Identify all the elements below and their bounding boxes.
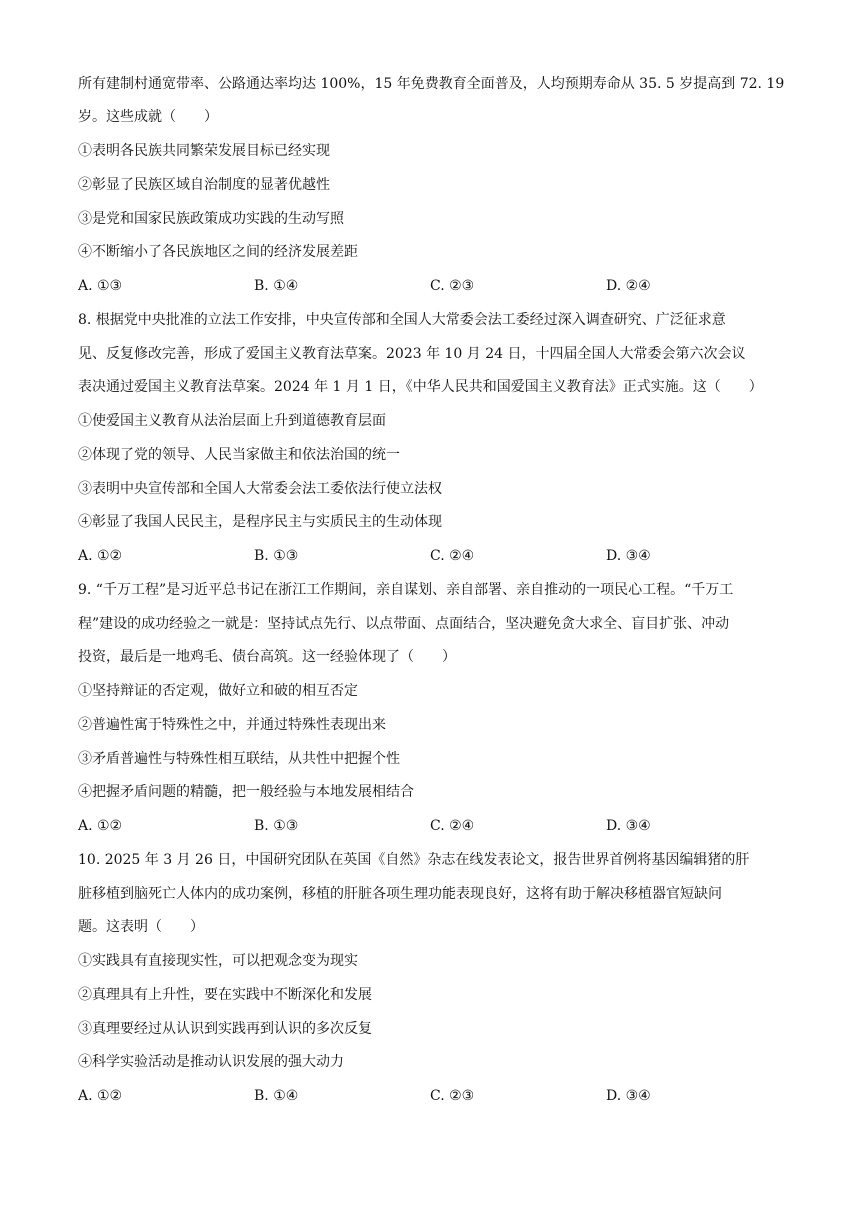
q8-item-4: ④彰显了我国人民民主，是程序民主与实质民主的生动体现 (78, 514, 442, 530)
q10-option-b[interactable]: B. ①④ (254, 1088, 299, 1104)
q7-options (78, 276, 788, 296)
q8-option-a[interactable]: A. ①② (78, 548, 123, 564)
q10-option-d[interactable]: D. ③④ (606, 1088, 651, 1104)
q10-item-2: ②真理具有上升性，要在实践中不断深化和发展 (78, 987, 372, 1003)
q7-option-b[interactable]: B. ①④ (254, 278, 299, 294)
q9-options (78, 816, 788, 836)
q7-item-1: ①表明各民族共同繁荣发展目标已经实现 (78, 143, 330, 159)
q10-stem-line-2: 脏移植到脑死亡人体内的成功案例，移植的肝脏各项生理功能表现良好，这将有助于解决移植器官短缺问 (78, 886, 722, 902)
q10-item-1: ①实践具有直接现实性，可以把观念变为现实 (78, 953, 358, 969)
q7-option-a[interactable]: A. ①③ (78, 278, 123, 294)
q10-stem-line-1: 10. 2025 年 3 月 26 日，中国研究团队在英国《自然》杂志在线发表论文，报告世界首例将基因编辑猪的肝 (78, 852, 750, 868)
q9-item-1: ①坚持辩证的否定观，做好立和破的相互否定 (78, 683, 358, 699)
q10-stem-line-3: 题。这表明（ ） (78, 919, 204, 935)
q8-options (78, 546, 788, 566)
q9-stem-line-2: 程”建设的成功经验之一就是：坚持试点先行、以点带面、点面结合，坚决避免贪大求全、盲目扩张、冲动 (78, 616, 730, 632)
q8-option-d[interactable]: D. ③④ (606, 548, 651, 564)
q7-option-d[interactable]: D. ②④ (606, 278, 651, 294)
q9-option-c[interactable]: C. ②④ (430, 818, 475, 834)
q9-option-d[interactable]: D. ③④ (606, 818, 651, 834)
q8-stem-line-1: 8. 根据党中央批准的立法工作安排，中央宣传部和全国人大常委会法工委经过深入调查研究、广泛征求意 (78, 312, 726, 328)
q9-option-b[interactable]: B. ①③ (254, 818, 299, 834)
q7-item-3: ③是党和国家民族政策成功实践的生动写照 (78, 211, 344, 227)
q8-option-b[interactable]: B. ①③ (254, 548, 299, 564)
q8-item-1: ①使爱国主义教育从法治层面上升到道德教育层面 (78, 413, 386, 429)
q7-option-c[interactable]: C. ②③ (430, 278, 475, 294)
q9-item-2: ②普遍性寓于特殊性之中，并通过特殊性表现出来 (78, 717, 386, 733)
q10-option-a[interactable]: A. ①② (78, 1088, 123, 1104)
q9-item-4: ④把握矛盾问题的精髓，把一般经验与本地发展相结合 (78, 784, 414, 800)
q7-stem-line-1: 所有建制村通宽带率、公路通达率均达 100%，15 年免费教育全面普及，人均预期寿命从 35. 5 岁提高到 72. 19 (78, 76, 785, 92)
q7-item-4: ④不断缩小了各民族地区之间的经济发展差距 (78, 244, 358, 260)
q10-item-3: ③真理要经过从认识到实践再到认识的多次反复 (78, 1021, 372, 1037)
q8-stem-line-2: 见、反复修改完善，形成了爱国主义教育法草案。2023 年 10 月 24 日，十四届全国人大常委会第六次会议 (78, 346, 746, 362)
q9-stem-line-1: 9. “千万工程”是习近平总书记在浙江工作期间，亲自谋划、亲自部署、亲自推动的一项民心工程。“千万工 (78, 582, 734, 598)
q8-stem-line-3: 表决通过爱国主义教育法草案。2024 年 1 月 1 日，《中华人民共和国爱国主义教育法》正式实施。这（ ） (78, 379, 763, 395)
q10-options (78, 1086, 788, 1106)
q8-item-3: ③表明中央宣传部和全国人大常委会法工委依法行使立法权 (78, 481, 442, 497)
q10-option-c[interactable]: C. ②③ (430, 1088, 475, 1104)
q9-option-a[interactable]: A. ①② (78, 818, 123, 834)
q8-option-c[interactable]: C. ②④ (430, 548, 475, 564)
q9-item-3: ③矛盾普遍性与特殊性相互联结，从共性中把握个性 (78, 751, 400, 767)
q8-item-2: ②体现了党的领导、人民当家做主和依法治国的统一 (78, 447, 400, 463)
q7-item-2: ②彰显了民族区域自治制度的显著优越性 (78, 177, 330, 193)
q9-stem-line-3: 投资，最后是一地鸡毛、债台高筑。这一经验体现了（ ） (78, 649, 456, 665)
q10-item-4: ④科学实验活动是推动认识发展的强大动力 (78, 1054, 344, 1070)
q7-stem-line-2: 岁。这些成就（ ） (78, 109, 218, 125)
